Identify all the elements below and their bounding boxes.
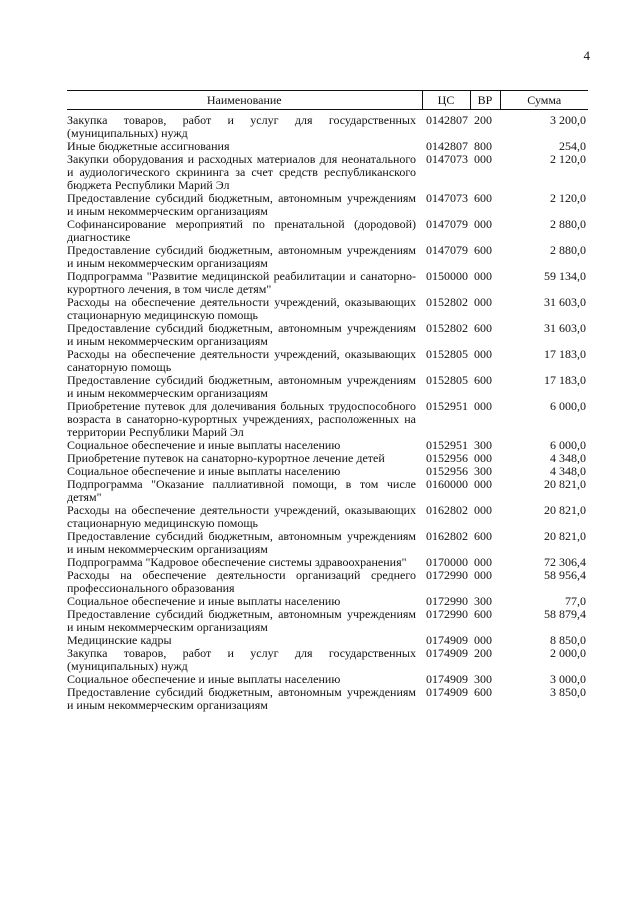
cell-sum: 6 000,0 [550,438,586,452]
cell-vr: 300 [474,594,492,608]
table-row [67,110,588,141]
cell-cs: 0147073 [426,191,468,205]
cell-sum: 6 000,0 [550,399,586,413]
cell-vr: 000 [474,555,492,569]
cell-cs: 0172990 [426,594,468,608]
cell-cs: 0142807 [426,139,468,153]
cell-sum: 17 183,0 [544,347,586,361]
cell-name: Предоставление субсидий бюджетным, автономным учреждениям и иным некоммерческим организациям [67,191,416,218]
cell-vr: 600 [474,607,492,621]
cell-sum: 3 200,0 [550,113,586,127]
cell-vr: 000 [474,347,492,361]
cell-sum: 3 850,0 [550,685,586,699]
column-header-vr: ВР [470,91,500,110]
cell-cs: 0160000 [426,477,468,491]
cell-cs: 0147079 [426,243,468,257]
page-number: 4 [583,48,590,63]
cell-sum: 31 603,0 [544,321,586,335]
cell-sum: 3 000,0 [550,672,586,686]
cell-sum: 58 879,4 [544,607,586,621]
cell-sum: 8 850,0 [550,633,586,647]
cell-cs: 0174909 [426,646,468,660]
table-row [67,192,588,218]
cell-sum: 72 306,4 [544,555,586,569]
cell-name: Софинансирование мероприятий по пренатальной (дородовой) диагностике [67,217,416,244]
cell-vr: 600 [474,685,492,699]
budget-table [67,90,588,712]
cell-cs: 0152802 [426,321,468,335]
cell-name: Предоставление субсидий бюджетным, автономным учреждениям и иным некоммерческим организациям [67,373,416,400]
table-row [67,348,588,374]
cell-sum: 20 821,0 [544,503,586,517]
cell-cs: 0152956 [426,451,468,465]
cell-sum: 20 821,0 [544,529,586,543]
table-row [67,322,588,348]
cell-vr: 600 [474,529,492,543]
table-row [67,218,588,244]
table-row [67,270,588,296]
cell-name: Социальное обеспечение и иные выплаты населению [67,464,341,478]
cell-name: Подпрограмма "Развитие медицинской реабилитации и санаторно-курортного лечения, в том числе детям" [67,269,416,296]
cell-vr: 600 [474,191,492,205]
cell-cs: 0152805 [426,347,468,361]
cell-name: Предоставление субсидий бюджетным, автономным учреждениям и иным некоммерческим организациям [67,685,416,712]
cell-cs: 0150000 [426,269,468,283]
cell-name: Закупка товаров, работ и услуг для государственных (муниципальных) нужд [67,646,416,673]
cell-name: Приобретение путевок на санаторно-курортное лечение детей [67,451,385,465]
table-row [67,244,588,270]
table-row [67,608,588,634]
table-row [67,296,588,322]
cell-vr: 000 [474,451,492,465]
cell-cs: 0170000 [426,555,468,569]
cell-name: Подпрограмма "Оказание паллиативной помощи, в том числе детям" [67,477,416,504]
cell-sum: 2 880,0 [550,243,586,257]
cell-vr: 000 [474,633,492,647]
cell-cs: 0152951 [426,438,468,452]
cell-vr: 800 [474,139,492,153]
cell-cs: 0147073 [426,152,468,166]
cell-sum: 20 821,0 [544,477,586,491]
column-header-cs: ЦС [422,91,470,110]
table-body [67,110,588,713]
cell-sum: 2 120,0 [550,152,586,166]
cell-sum: 17 183,0 [544,373,586,387]
cell-vr: 000 [474,295,492,309]
cell-vr: 200 [474,646,492,660]
cell-name: Подпрограмма "Кадровое обеспечение системы здравоохранения" [67,555,407,569]
cell-name: Предоставление субсидий бюджетным, автономным учреждениям и иным некоммерческим организациям [67,321,416,348]
table-row [67,686,588,712]
cell-vr: 300 [474,464,492,478]
cell-cs: 0172990 [426,607,468,621]
cell-sum: 59 134,0 [544,269,586,283]
cell-name: Иные бюджетные ассигнования [67,139,230,153]
cell-vr: 300 [474,672,492,686]
cell-cs: 0162802 [426,503,468,517]
cell-name: Расходы на обеспечение деятельности учреждений, оказывающих стационарную медицинскую помощь [67,295,416,322]
cell-sum: 31 603,0 [544,295,586,309]
table-row [67,400,588,439]
cell-vr: 000 [474,269,492,283]
cell-cs: 0147079 [426,217,468,231]
cell-cs: 0174909 [426,685,468,699]
cell-name: Социальное обеспечение и иные выплаты населению [67,594,341,608]
cell-vr: 000 [474,152,492,166]
cell-sum: 2 120,0 [550,191,586,205]
table-row [67,153,588,192]
cell-vr: 000 [474,503,492,517]
cell-sum: 254,0 [559,139,586,153]
cell-sum: 2 880,0 [550,217,586,231]
cell-vr: 600 [474,373,492,387]
cell-cs: 0172990 [426,568,468,582]
cell-sum: 4 348,0 [550,464,586,478]
cell-vr: 000 [474,568,492,582]
cell-vr: 600 [474,243,492,257]
cell-name: Закупки оборудования и расходных материалов для неонатального и аудиологического скрининга за счет средств республиканского бюджета Республики Марий Эл [67,152,416,192]
table-row [67,504,588,530]
table-row [67,374,588,400]
table-row [67,530,588,556]
table-row [67,478,588,504]
cell-vr: 000 [474,477,492,491]
cell-vr: 300 [474,438,492,452]
cell-name: Предоставление субсидий бюджетным, автономным учреждениям и иным некоммерческим организациям [67,607,416,634]
cell-name: Расходы на обеспечение деятельности организаций среднего профессионального образования [67,568,416,595]
cell-name: Приобретение путевок для долечивания больных трудоспособного возраста в санаторно-курортных учреждениях, расположенных на территории Республики Марий Эл [67,399,416,439]
cell-vr: 000 [474,217,492,231]
table-row [67,647,588,673]
cell-sum: 4 348,0 [550,451,586,465]
cell-name: Медицинские кадры [67,633,172,647]
cell-sum: 77,0 [565,594,586,608]
cell-sum: 58 956,4 [544,568,586,582]
cell-cs: 0152805 [426,373,468,387]
cell-name: Социальное обеспечение и иные выплаты населению [67,438,341,452]
cell-name: Расходы на обеспечение деятельности учреждений, оказывающих стационарную медицинскую помощь [67,503,416,530]
cell-cs: 0152802 [426,295,468,309]
cell-vr: 200 [474,113,492,127]
column-header-name: Наименование [67,91,422,110]
cell-sum: 2 000,0 [550,646,586,660]
table-row [67,569,588,595]
cell-vr: 600 [474,321,492,335]
cell-cs: 0152951 [426,399,468,413]
cell-cs: 0162802 [426,529,468,543]
cell-name: Расходы на обеспечение деятельности учреждений, оказывающих санаторную помощь [67,347,416,374]
cell-cs: 0174909 [426,672,468,686]
cell-name: Социальное обеспечение и иные выплаты населению [67,672,341,686]
cell-cs: 0142807 [426,113,468,127]
cell-cs: 0174909 [426,633,468,647]
column-header-sum: Сумма [500,91,588,110]
cell-name: Предоставление субсидий бюджетным, автономным учреждениям и иным некоммерческим организациям [67,529,416,556]
cell-name: Закупка товаров, работ и услуг для государственных (муниципальных) нужд [67,113,416,140]
table-header-row [67,91,588,110]
cell-cs: 0152956 [426,464,468,478]
cell-vr: 000 [474,399,492,413]
cell-name: Предоставление субсидий бюджетным, автономным учреждениям и иным некоммерческим организациям [67,243,416,270]
